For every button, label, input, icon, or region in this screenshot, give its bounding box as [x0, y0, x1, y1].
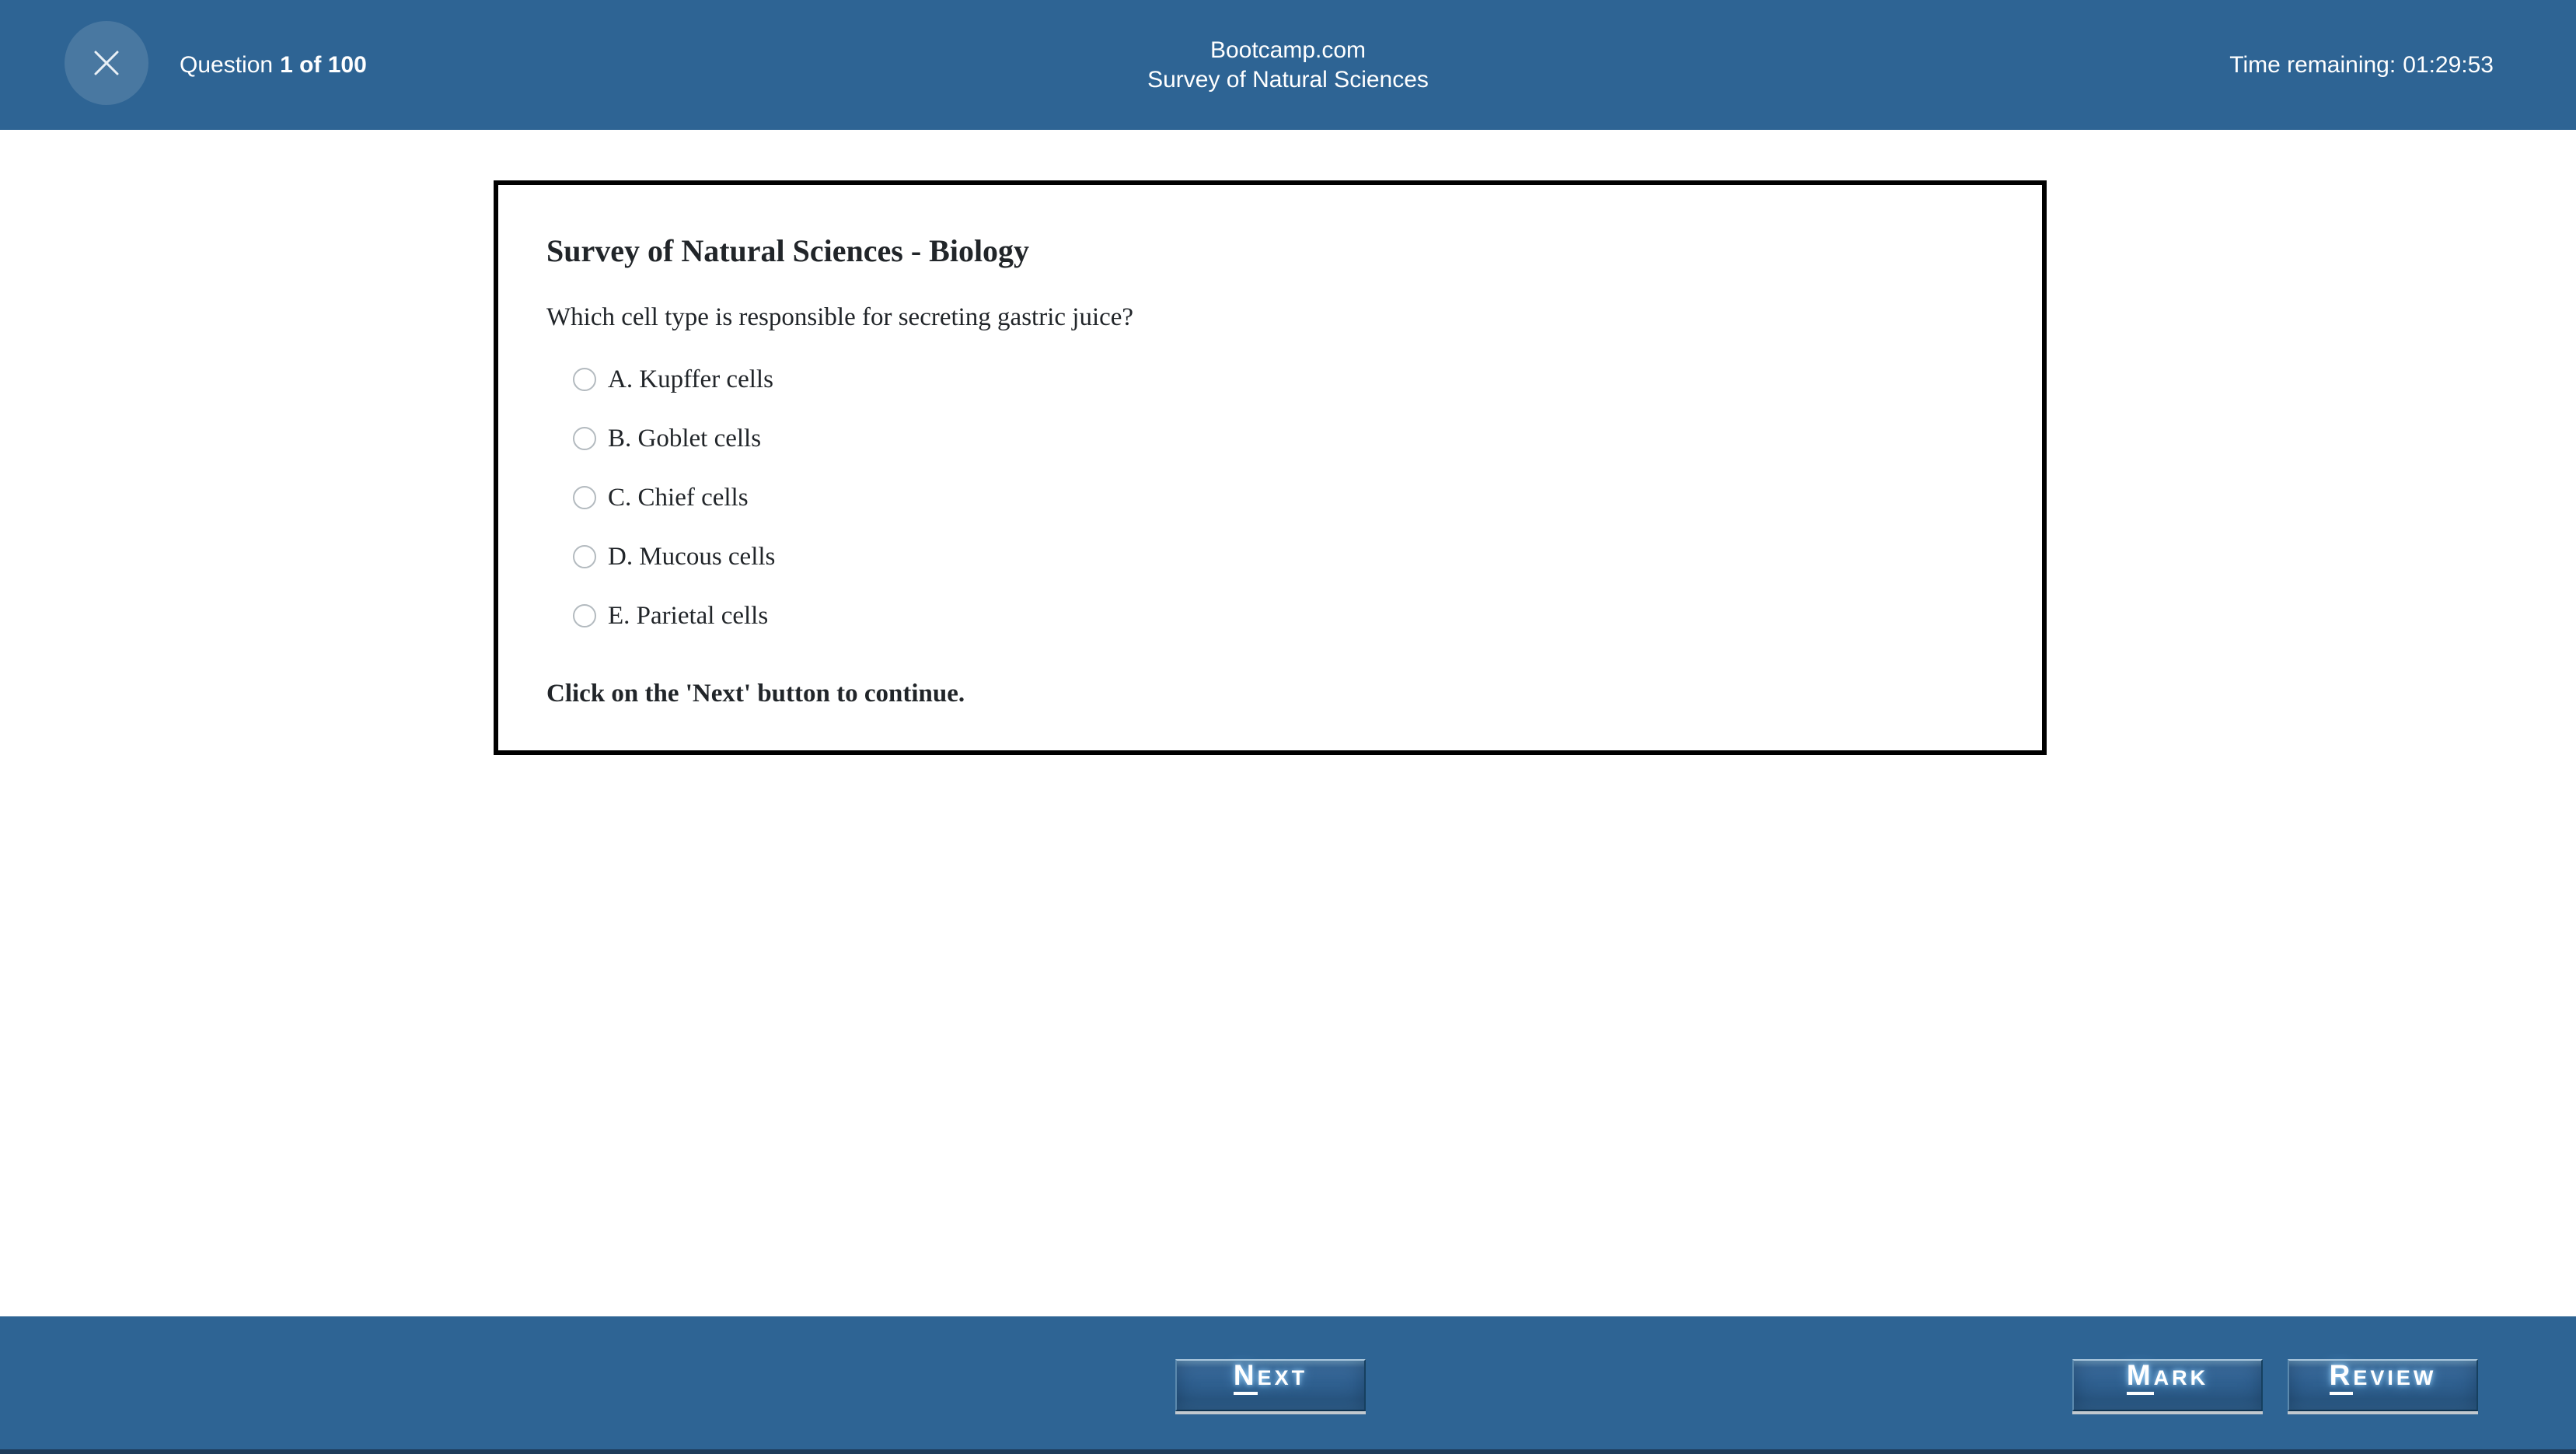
answer-option-b[interactable] — [573, 421, 1994, 456]
bottom-edge-strip — [0, 1449, 2576, 1454]
instruction-text: Click on the 'Next' button to continue. — [546, 680, 965, 708]
review-button[interactable] — [2288, 1359, 2478, 1411]
answer-option-a-label: A. Kupffer cells — [608, 365, 773, 393]
answer-option-c-label: C. Chief cells — [608, 484, 749, 512]
next-button-rest: EXT — [1257, 1366, 1308, 1389]
mark-button[interactable] — [2072, 1359, 2263, 1411]
radio-option-a[interactable] — [573, 368, 596, 391]
close-button[interactable] — [65, 21, 148, 105]
close-icon — [90, 47, 123, 79]
content-area — [0, 130, 2576, 1316]
radio-option-d[interactable] — [573, 545, 596, 568]
question-progress-value: 1 of 100 — [280, 51, 367, 78]
radio-option-e[interactable] — [573, 604, 596, 627]
section-title: Survey of Natural Sciences - Biology — [546, 233, 1030, 268]
mark-button-rest: ARK — [2153, 1366, 2209, 1389]
review-button-rest: EVIEW — [2353, 1366, 2437, 1389]
answer-option-c[interactable] — [573, 481, 1994, 515]
answer-option-e-label: E. Parietal cells — [608, 602, 769, 630]
answer-option-e[interactable] — [573, 599, 1994, 633]
time-remaining — [2229, 0, 2494, 130]
radio-option-b[interactable] — [573, 427, 596, 450]
answer-options — [573, 362, 1994, 633]
question-progress — [180, 0, 367, 130]
question-progress-label: Question — [180, 51, 274, 78]
mark-button-initial: M — [2127, 1361, 2154, 1395]
review-button-initial: R — [2330, 1361, 2354, 1395]
answer-option-d-label: D. Mucous cells — [608, 543, 776, 571]
question-text: Which cell type is responsible for secreting gastric juice? — [546, 303, 1134, 331]
answer-option-a[interactable] — [573, 362, 1994, 397]
radio-option-c[interactable] — [573, 486, 596, 509]
next-button[interactable] — [1175, 1359, 1366, 1411]
next-button-initial: N — [1234, 1361, 1258, 1395]
answer-option-b-label: B. Goblet cells — [608, 425, 762, 453]
question-card — [494, 180, 2047, 755]
exam-header — [1147, 0, 1429, 130]
answer-option-d[interactable] — [573, 540, 1994, 574]
top-bar — [0, 0, 2576, 130]
time-remaining-label: Time remaining: — [2229, 51, 2396, 78]
time-remaining-value: 01:29:53 — [2403, 51, 2494, 78]
bottom-bar — [0, 1316, 2576, 1454]
site-title: Bootcamp.com — [1209, 37, 1367, 63]
exam-title: Survey of Natural Sciences — [1147, 66, 1429, 93]
